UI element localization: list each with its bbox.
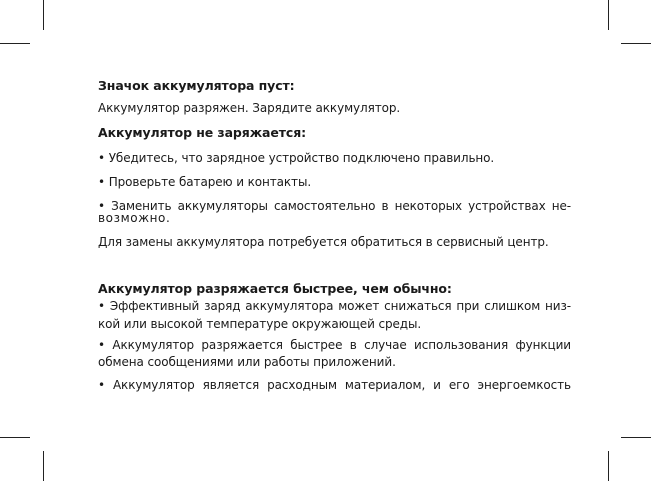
paragraph-line: Аккумулятор разряжен. Зарядите аккумулятор. [98,101,401,115]
crop-mark [0,43,30,44]
crop-mark [621,43,651,44]
crop-mark [43,0,44,30]
crop-mark [608,0,609,30]
bullet-line: • Проверьте батарею и контакты. [98,175,312,189]
paragraph-line: Для замены аккумулятора потребуется обратиться в сервисный центр. [98,235,549,249]
bullet-line: • Заменить аккумуляторы самостоятельно в некоторых устройствах не- [98,199,571,213]
crop-mark [621,437,651,438]
crop-mark [608,451,609,481]
bullet-line: • Аккумулятор является расходным материалом, и его энергоемкость [98,378,571,392]
paragraph-line: кой или высокой температуре окружающей среды. [98,317,422,331]
bullet-line: • Эффективный заряд аккумулятора может снижаться при слишком низ- [98,299,571,313]
crop-mark [43,451,44,481]
bullet-line: • Убедитесь, что зарядное устройство подключено правильно. [98,151,495,165]
section-heading: Аккумулятор не заряжается: [98,125,307,140]
paragraph-line: возможно. [98,211,171,225]
bullet-line: • Аккумулятор разряжается быстрее в случае использования функции [98,338,571,352]
section-heading: Аккумулятор разряжается быстрее, чем обычно: [98,281,452,296]
paragraph-line: обмена сообщениями или работы приложений. [98,355,396,369]
crop-mark [0,437,30,438]
section-heading: Значок аккумулятора пуст: [98,78,295,93]
